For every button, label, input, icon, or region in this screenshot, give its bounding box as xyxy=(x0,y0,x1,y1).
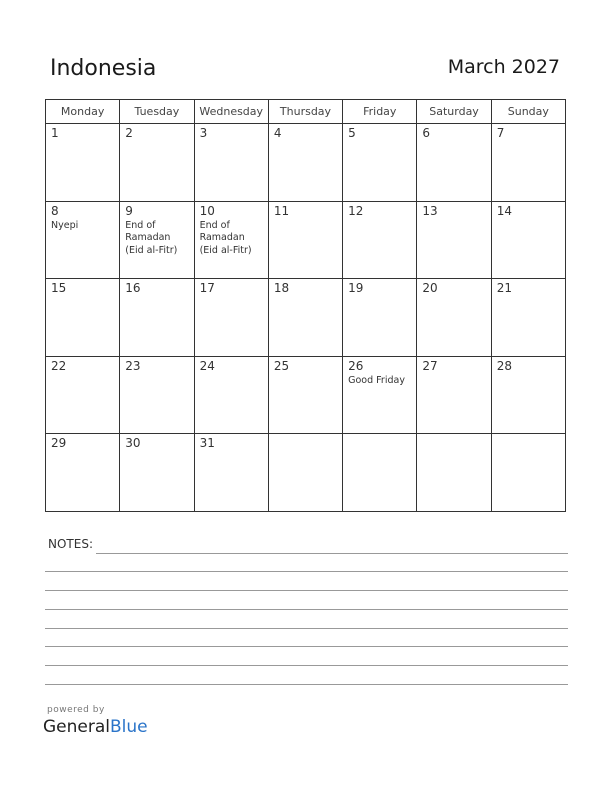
day-number: 23 xyxy=(125,358,141,373)
weekday-header: Monday xyxy=(46,100,120,124)
day-number: 8 xyxy=(51,203,59,218)
weekday-header: Saturday xyxy=(417,100,491,124)
week-row xyxy=(46,201,566,279)
day-number: 25 xyxy=(273,358,290,373)
day-number: 22 xyxy=(51,358,67,373)
note-line xyxy=(45,646,568,647)
day-number: 17 xyxy=(199,281,215,295)
day-cell xyxy=(491,356,565,434)
day-cell xyxy=(194,124,268,202)
day-cell xyxy=(491,279,565,357)
note-line xyxy=(96,553,568,554)
day-cell xyxy=(343,434,417,512)
day-number: 18 xyxy=(273,281,290,295)
day-cell xyxy=(194,356,268,434)
powered-by-text: powered by xyxy=(47,705,105,715)
day-cell xyxy=(491,124,565,202)
day-cell xyxy=(46,279,120,357)
note-line xyxy=(45,628,568,629)
day-number: 31 xyxy=(199,436,215,450)
week-row xyxy=(46,124,566,202)
day-number: 6 xyxy=(422,126,431,140)
holiday-label: Good Friday xyxy=(348,374,405,386)
holiday-label: End of Ramadan (Eid al-Fitr) xyxy=(199,219,252,256)
day-number: 27 xyxy=(422,358,438,373)
day-cell xyxy=(268,434,342,512)
day-number: 4 xyxy=(273,126,282,140)
day-cell xyxy=(417,201,491,279)
day-cell xyxy=(120,356,194,434)
weekday-header: Tuesday xyxy=(120,100,194,124)
week-row xyxy=(46,434,566,512)
day-number: 5 xyxy=(348,126,356,140)
day-cell xyxy=(268,201,342,279)
note-line xyxy=(45,665,568,666)
weekday-header: Sunday xyxy=(491,100,565,124)
day-number: 30 xyxy=(125,436,141,450)
calendar-grid xyxy=(45,99,566,512)
note-line xyxy=(45,609,568,610)
day-cell xyxy=(46,124,120,202)
day-number: 9 xyxy=(125,203,133,218)
day-number: 7 xyxy=(496,126,505,140)
day-cell xyxy=(343,201,417,279)
day-number: 14 xyxy=(496,203,512,218)
day-cell xyxy=(120,434,194,512)
day-number: 10 xyxy=(199,203,215,218)
day-cell xyxy=(343,124,417,202)
day-number: 29 xyxy=(51,436,67,450)
day-number: 11 xyxy=(273,203,290,218)
day-cell xyxy=(120,124,194,202)
day-cell xyxy=(120,279,194,357)
day-number: 28 xyxy=(496,358,512,373)
day-number: 26 xyxy=(348,358,364,373)
brand-blue-text: Blue xyxy=(110,717,148,737)
day-number: 13 xyxy=(422,203,438,218)
day-number: 24 xyxy=(199,358,215,373)
day-cell xyxy=(268,356,342,434)
day-cell xyxy=(417,279,491,357)
day-cell xyxy=(46,434,120,512)
week-row xyxy=(46,279,566,357)
weekday-header: Thursday xyxy=(268,100,342,124)
day-cell xyxy=(46,356,120,434)
week-row xyxy=(46,356,566,434)
holiday-label: End of Ramadan (Eid al-Fitr) xyxy=(125,219,178,256)
day-cell xyxy=(417,124,491,202)
day-cell xyxy=(194,201,268,279)
note-line xyxy=(45,684,568,685)
month-title: March 2027 xyxy=(447,56,560,78)
day-number: 15 xyxy=(51,281,67,295)
note-line xyxy=(45,590,568,591)
day-cell xyxy=(491,201,565,279)
day-cell xyxy=(268,279,342,357)
day-cell xyxy=(343,356,417,434)
day-cell xyxy=(343,279,417,357)
day-number: 2 xyxy=(125,126,133,140)
day-cell xyxy=(120,201,194,279)
day-cell xyxy=(491,434,565,512)
note-line xyxy=(45,571,568,572)
day-number: 1 xyxy=(51,126,59,140)
day-number: 16 xyxy=(125,281,141,295)
weekday-header: Wednesday xyxy=(194,100,268,124)
day-cell xyxy=(268,124,342,202)
holiday-label: Nyepi xyxy=(51,219,79,231)
day-cell xyxy=(194,434,268,512)
day-cell xyxy=(194,279,268,357)
day-number: 3 xyxy=(199,126,208,140)
country-title: Indonesia xyxy=(50,56,157,81)
brand-logo xyxy=(43,717,148,737)
day-cell xyxy=(417,434,491,512)
weekday-header: Friday xyxy=(343,100,417,124)
day-number: 12 xyxy=(348,203,364,218)
day-cell xyxy=(46,201,120,279)
day-cell xyxy=(417,356,491,434)
day-number: 21 xyxy=(496,281,512,295)
brand-general-text: General xyxy=(43,717,110,737)
day-number: 20 xyxy=(422,281,438,295)
notes-label: NOTES: xyxy=(48,537,93,551)
weekday-header-row xyxy=(46,100,566,124)
day-number: 19 xyxy=(348,281,364,295)
